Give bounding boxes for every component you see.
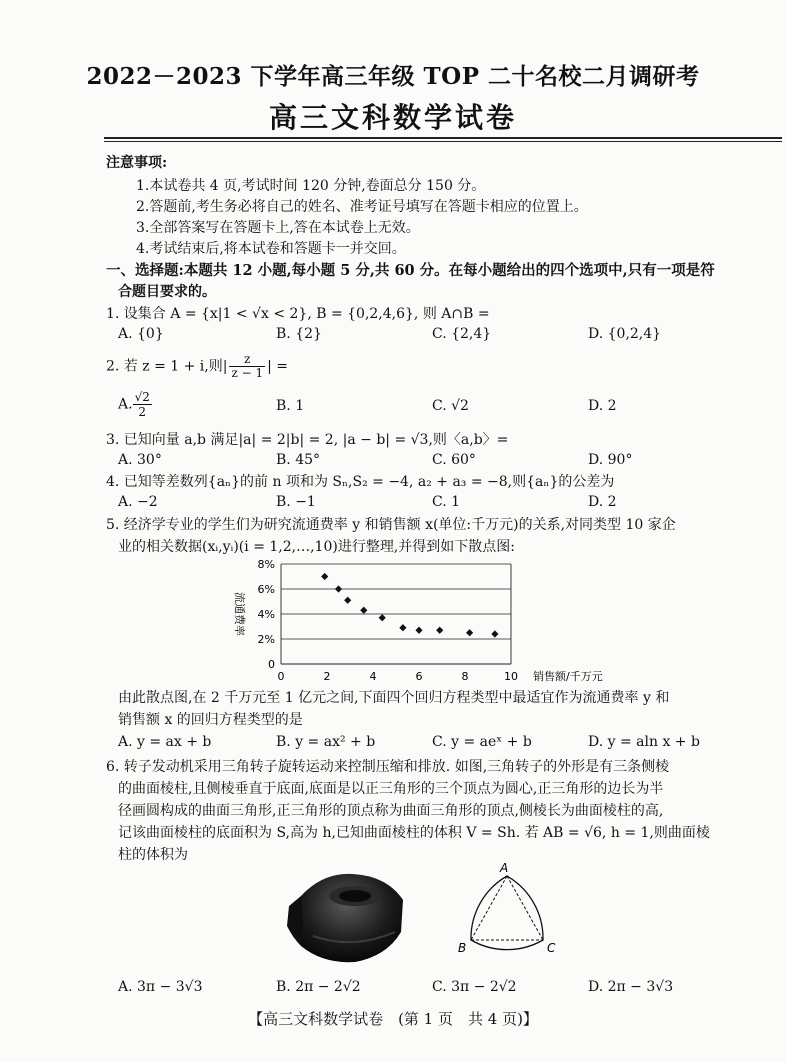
notice-item: 3.全部答案写在答题卡上,答在本试卷上无效。 [136, 220, 420, 236]
q2-option-a-label: A. [118, 396, 133, 413]
y-tick-label: 6% [257, 583, 275, 596]
notice-item: 1.本试卷共 4 页,考试时间 120 分钟,卷面总分 150 分。 [136, 178, 486, 194]
q3-option-a: A. 30° [118, 452, 162, 468]
notice-heading: 注意事项: [106, 155, 168, 171]
section-heading: 一、选择题:本题共 12 小题,每小题 5 分,共 60 分。在每小题给出的四个选项中,只有一项是符 [106, 262, 715, 279]
q2-stem-pre: 2. 若 z = 1 + i,则| [106, 358, 228, 375]
q1-option-b: B. {2} [276, 326, 322, 342]
data-point [344, 597, 351, 604]
q1-option-a: A. {0} [118, 326, 164, 342]
q2-option-c: C. √2 [432, 398, 469, 414]
q6-option-a: A. 3π − 3√3 [118, 979, 203, 995]
exam-title-line2: 高三文科数学试卷 [268, 101, 517, 134]
notice-item: 4.考试结束后,将本试卷和答题卡一并交回。 [136, 241, 406, 257]
q6-option-c: C. 3π − 2√2 [432, 979, 517, 995]
q2-option-d: D. 2 [588, 398, 617, 414]
q6-option-b: B. 2π − 2√2 [276, 979, 361, 995]
vertex-label-b: B [458, 941, 467, 955]
page-footer: 【高三文科数学试卷 (第 1 页 共 4 页)】 [248, 1010, 538, 1028]
q4-option-c: C. 1 [432, 494, 461, 510]
curved-triangle-diagram [445, 862, 585, 972]
question-2-stem [106, 353, 288, 380]
q6-option-d: D. 2π − 3√3 [588, 979, 674, 995]
q5-option-b: B. y = ax² + b [276, 734, 376, 750]
y-tick-label: 4% [257, 608, 275, 621]
q2-frac-den: z − 1 [231, 366, 264, 380]
rotor-photo [283, 866, 413, 966]
data-point [436, 627, 443, 634]
y-tick-label: 0 [268, 658, 275, 671]
q2-option-a-num: √2 [134, 390, 150, 404]
x-tick-label: 4 [369, 670, 377, 683]
question-5-after-line1: 由此散点图,在 2 千万元至 1 亿元之间,下面四个回归方程类型中最适宜作为流通费率 y 和 [118, 690, 670, 706]
data-point [379, 614, 386, 621]
notice-item: 2.答题前,考生务必将自己的姓名、准考证号填写在答题卡相应的位置上。 [136, 199, 588, 215]
q4-option-b: B. −1 [276, 494, 316, 510]
question-5-after-line2: 销售额 x 的回归方程类型的是 [118, 712, 303, 728]
y-tick-label: 2% [257, 633, 275, 646]
data-point [335, 585, 342, 592]
question-6-line: 柱的体积为 [118, 847, 188, 863]
question-1-stem: 1. 设集合 A = {x|1 < √x < 2}, B = {0,2,4,6}, 则 A∩B = [106, 306, 490, 322]
data-point [321, 573, 328, 580]
question-6-line: 的曲面棱柱,且侧棱垂直于底面,底面是以正三角形的三个顶点为圆心,正三角形的边长为半 [118, 781, 664, 797]
scatter-chart [222, 553, 642, 688]
question-6-line: 径画圆构成的曲面三角形,正三角形的顶点称为曲面三角形的顶点,侧棱长为曲面棱柱的高, [118, 803, 664, 819]
q4-option-a: A. −2 [118, 494, 158, 510]
question-4-stem: 4. 已知等差数列{aₙ}的前 n 项和为 Sₙ,S₂ = −4, a₂ + a₃ = −8,则{aₙ}的公差为 [106, 474, 615, 490]
q5-option-c: C. y = aeˣ + b [432, 734, 532, 750]
x-axis-label: 销售额/千万元 [533, 670, 603, 683]
x-tick-label: 2 [323, 670, 331, 683]
y-axis-label: 流通费率 [233, 592, 246, 636]
vertex-label-a: A [500, 862, 509, 875]
q2-stem-post: | = [267, 358, 288, 375]
q5-option-d: D. y = aln x + b [588, 734, 700, 750]
title-rule-thick [104, 137, 782, 139]
data-point [491, 630, 498, 637]
x-tick-label: 8 [461, 670, 469, 683]
q2-option-a-den: 2 [138, 405, 147, 419]
q2-option-b: B. 1 [276, 398, 305, 414]
section-heading-cont: 合题目要求的。 [118, 284, 216, 300]
y-tick-label: 8% [257, 558, 275, 571]
x-tick-label: 0 [277, 670, 285, 683]
question-6-line: 6. 转子发动机采用三角转子旋转运动来控制压缩和排放. 如图,三角转子的外形是有三条侧棱 [106, 759, 670, 775]
q2-frac-num: z [229, 353, 265, 367]
q2-option-a [118, 390, 152, 419]
question-5-stem-line2: 业的相关数据(xᵢ,yᵢ)(i = 1,2,…,10)进行整理,并得到如下散点图: [118, 539, 515, 555]
question-3-stem: 3. 已知向量 a,b 满足|a| = 2|b| = 2, |a − b| = √3,则〈a,b〉= [106, 432, 509, 448]
q2-fraction [229, 353, 265, 380]
exam-title-line1: 2022－2023 下学年高三年级 TOP 二十名校二月调研考 [86, 63, 700, 90]
q1-option-d: D. {0,2,4} [588, 326, 662, 342]
q3-option-d: D. 90° [588, 452, 633, 468]
q3-option-c: C. 60° [432, 452, 476, 468]
data-point [415, 627, 422, 634]
data-point [360, 607, 367, 614]
q4-option-d: D. 2 [588, 494, 617, 510]
vertex-label-c: C [547, 941, 556, 955]
x-tick-label: 10 [504, 670, 518, 683]
data-point [466, 629, 473, 636]
data-point [399, 624, 406, 631]
question-5-stem-line1: 5. 经济学专业的学生们为研究流通费率 y 和销售额 x(单位:千万元)的关系,对同类型 10 家企 [106, 517, 676, 533]
q1-option-c: C. {2,4} [432, 326, 492, 342]
q5-option-a: A. y = ax + b [118, 734, 212, 750]
q3-option-b: B. 45° [276, 452, 321, 468]
q2-option-a-fraction [133, 390, 152, 419]
question-6-line: 记该曲面棱柱的底面积为 S,高为 h,已知曲面棱柱的体积 V = Sh. 若 AB = √6, h = 1,则曲面棱 [118, 825, 710, 841]
title-rule-thin [104, 141, 782, 142]
x-tick-label: 6 [415, 670, 423, 683]
